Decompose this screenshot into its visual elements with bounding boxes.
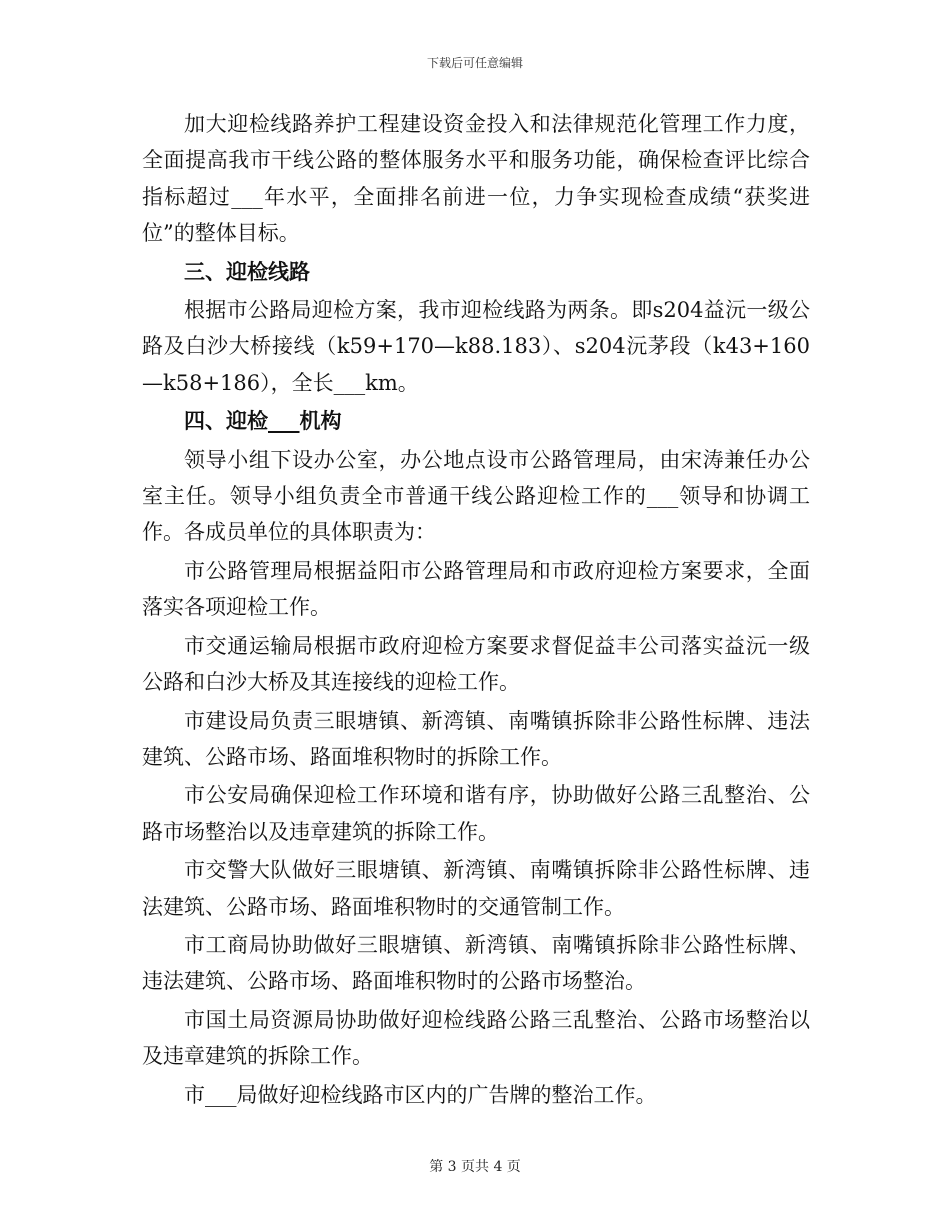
page-number: 第 3 页共 4 页 [429, 1159, 521, 1175]
paragraph-land-resources-bureau: 市国土局资源局协助做好迎检线路公路三乱整治、公路市场整治以及违章建筑的拆除工作。 [142, 1007, 810, 1069]
paragraph-office: 领导小组下设办公室，办公地点设市公路管理局，由宋涛兼任办公室主任。领导小组负责全市普通干线公路迎检工作的___领导和协调工作。各成员单位的具体职责为： [142, 447, 810, 545]
paragraph-goal: 加大迎检线路养护工程建设资金投入和法律规范化管理工作力度，全面提高我市干线公路的整体服务水平和服务功能，确保检查评比综合指标超过___年水平，全面排名前进一位，力争实现检查成绩“获奖进位”的整体目标。 [142, 112, 810, 246]
paragraph-billboard-bureau: 市___局做好迎检线路市区内的广告牌的整治工作。 [184, 1082, 657, 1107]
section-heading-inspection-route: 三、迎检线路 [184, 258, 310, 284]
page-header: 下载后可任意编辑 [426, 56, 523, 70]
document-body [142, 106, 810, 1115]
paragraph-route: 根据市公路局迎检方案，我市迎检线路为两条。即s204益沅一级公路及白沙大桥接线（k59+170—k88.183）、s204沅茅段（k43+160—k58+186），全长___km。 [142, 298, 810, 395]
paragraph-construction-bureau: 市建设局负责三眼塘镇、新湾镇、南嘴镇拆除非公路性标牌、违法建筑、公路市场、路面堆积物时的拆除工作。 [142, 708, 810, 769]
paragraph-transport-bureau: 市交通运输局根据市政府迎检方案要求督促益丰公司落实益沅一级公路和白沙大桥及其连接线的迎检工作。 [142, 633, 810, 695]
paragraph-highway-bureau: 市公路管理局根据益阳市公路管理局和市政府迎检方案要求，全面落实各项迎检工作。 [142, 558, 810, 620]
paragraph-traffic-police: 市交警大队做好三眼塘镇、新湾镇、南嘴镇拆除非公路性标牌、违法建筑、公路市场、路面堆积物时的交通管制工作。 [142, 858, 810, 919]
paragraph-public-security-bureau: 市公安局确保迎检工作环境和谐有序，协助做好公路三乱整治、公路市场整治以及违章建筑的拆除工作。 [142, 783, 810, 844]
paragraph-industry-commerce-bureau: 市工商局协助做好三眼塘镇、新湾镇、南嘴镇拆除非公路性标牌、违法建筑、公路市场、路面堆积物时的公路市场整治。 [142, 932, 810, 994]
section-heading-inspection-organization: 四、迎检___机构 [184, 408, 342, 434]
